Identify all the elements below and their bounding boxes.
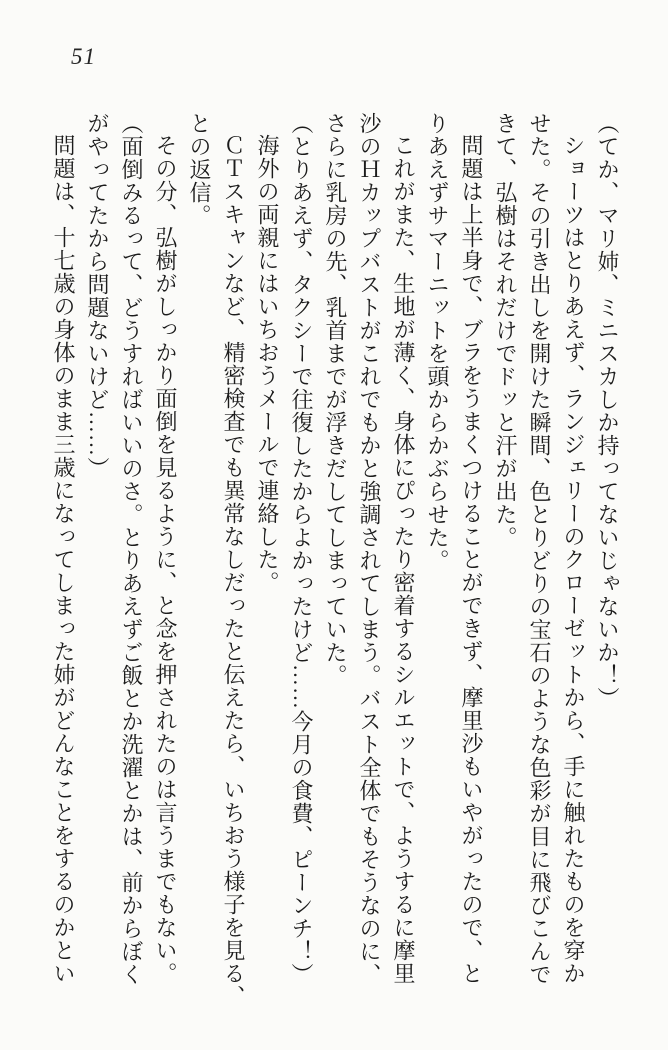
- page-number: 51: [71, 44, 96, 69]
- text-line: 沙のＨカップバストがこれでもかと強調されてしまう。バスト全体でもそうなのに、: [357, 112, 382, 986]
- vertical-text-block: [46, 112, 624, 1008]
- text-line: その分、弘樹がしっかり面倒を見るように、と念を押されたのは言うまでもない。: [153, 134, 178, 985]
- text-line: （面倒みるって、どうすればいいのさ。とりあえずご飯とか洗濯とかは、前からぼく: [119, 112, 144, 986]
- text-line: ショーツはとりあえず、ランジェリーのクローゼットから、手に触れたものを穿か: [561, 134, 586, 985]
- text-line: せた。その引き出しを開けた瞬間、色とりどりの宝石のような色彩が目に飛びこんで: [527, 112, 552, 986]
- text-line: 海外の両親にはいちおうメールで連絡した。: [255, 134, 280, 594]
- text-line: きて、弘樹はそれだけでドッと汗が出た。: [493, 112, 518, 549]
- text-line: がやってたから問題ないけど……）: [85, 112, 110, 480]
- text-line: 問題は、十七歳の身体のまま三歳になってしまった姉がどんなことをするのかとい: [51, 134, 76, 985]
- text-line: 問題は上半身で、ブラをうまくつけることができず、摩里沙もいやがったので、と: [459, 134, 484, 985]
- text-line: これがまた、生地が薄く、身体にぴったり密着するシルエットで、ようするに摩里: [391, 134, 416, 985]
- text-line: （とりあえず、タクシーで往復したからよかったけど……今月の食費、ピーンチ！）: [289, 112, 314, 986]
- text-line: りあえずサマーニットを頭からかぶらせた。: [425, 112, 450, 572]
- text-line: との返信。: [187, 112, 212, 227]
- text-line: （てか、マリ姉、ミニスカしか持ってないじゃないか！）: [595, 112, 620, 710]
- text-line: ＣＴスキャンなど、精密検査でも異常なしだったと伝えたら、いちおう様子を見る、: [221, 134, 246, 1008]
- text-line: さらに乳房の先、乳首までが浮きだしてしまっていた。: [323, 112, 348, 687]
